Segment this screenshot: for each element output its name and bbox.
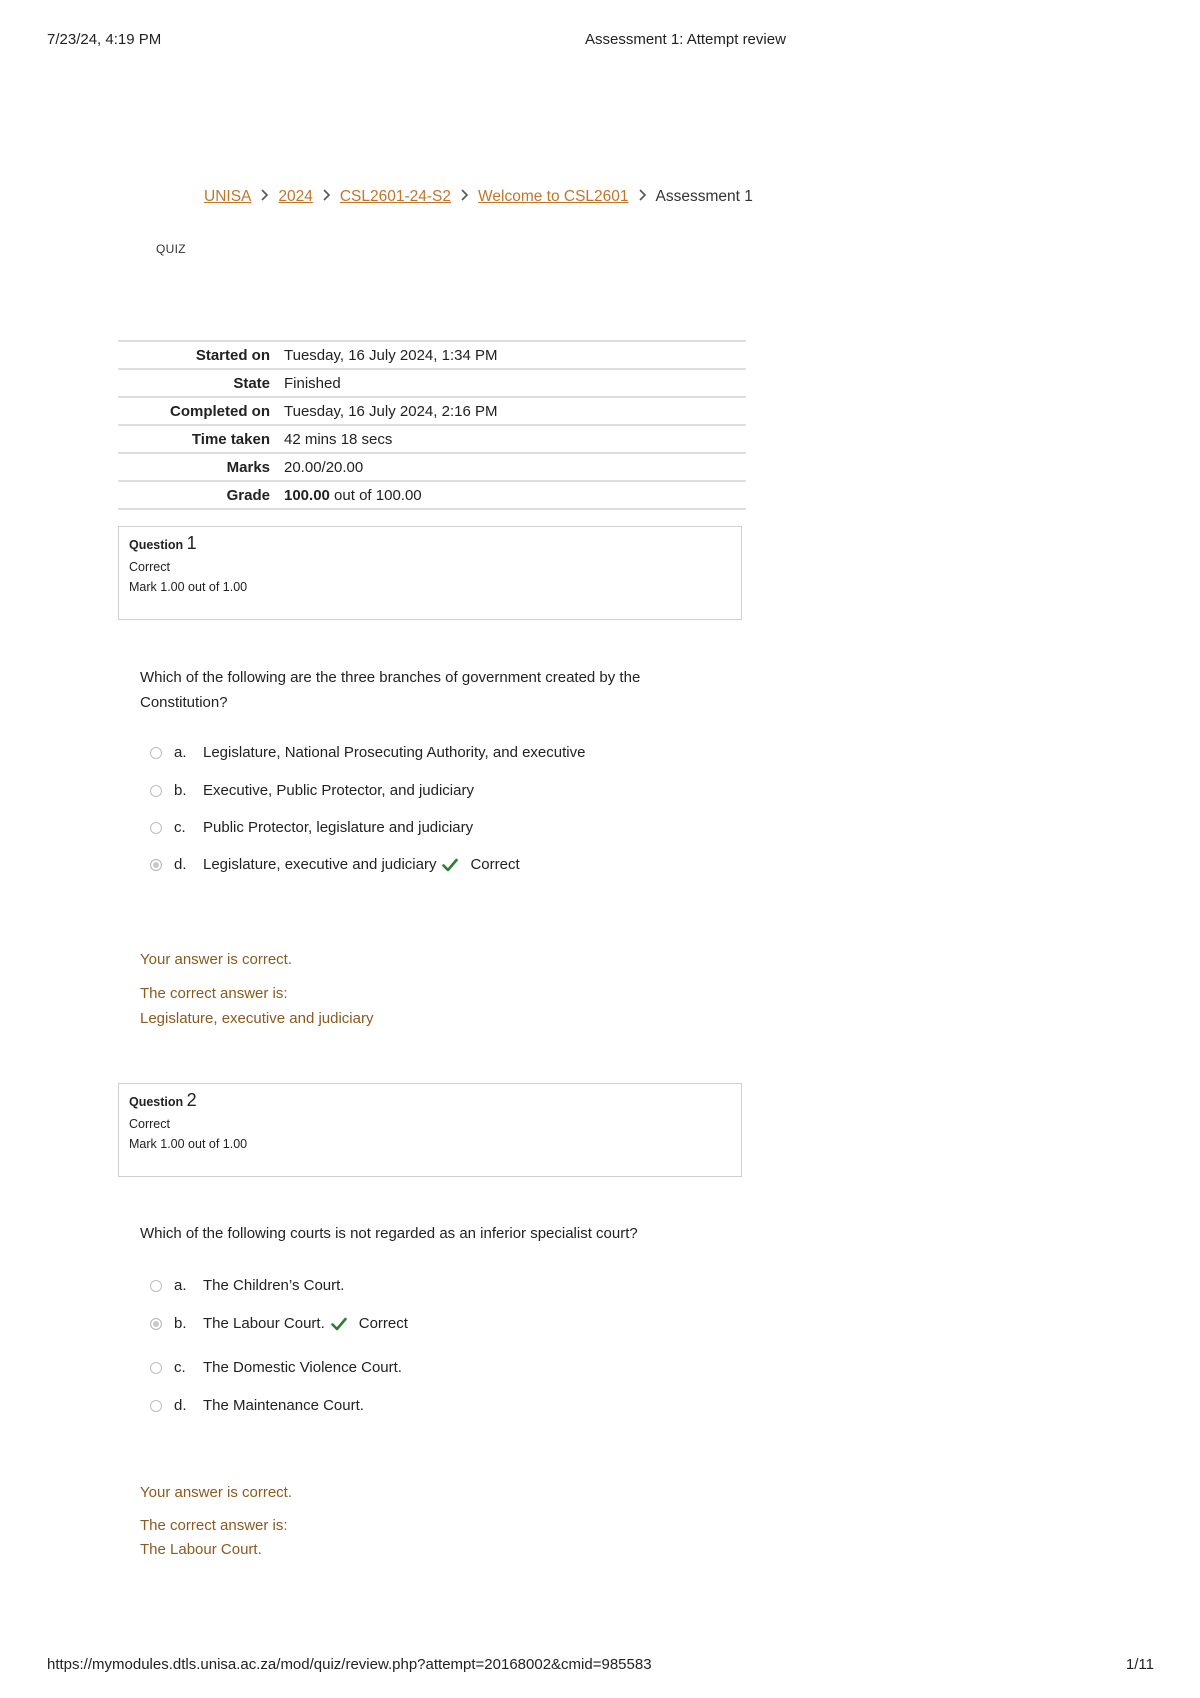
option-feedback: Correct bbox=[470, 856, 520, 873]
radio-button[interactable] bbox=[150, 822, 162, 834]
radio-button[interactable] bbox=[150, 1400, 162, 1412]
summary-value: Tuesday, 16 July 2024, 2:16 PM bbox=[280, 397, 746, 425]
summary-row bbox=[118, 341, 746, 369]
summary-row bbox=[118, 425, 746, 453]
breadcrumb-link-section[interactable]: Welcome to CSL2601 bbox=[478, 188, 629, 205]
answer-option[interactable] bbox=[150, 819, 473, 836]
summary-label: State bbox=[118, 369, 280, 397]
breadcrumb-link-year[interactable]: 2024 bbox=[278, 188, 313, 205]
summary-value: 20.00/20.00 bbox=[280, 453, 746, 481]
summary-row bbox=[118, 369, 746, 397]
option-text: The Labour Court. bbox=[203, 1315, 325, 1332]
summary-row bbox=[118, 397, 746, 425]
answer-option[interactable] bbox=[150, 1359, 402, 1376]
summary-label: Completed on bbox=[118, 397, 280, 425]
option-letter: b. bbox=[174, 782, 187, 799]
summary-value: Finished bbox=[280, 369, 746, 397]
general-feedback: Your answer is correct. bbox=[140, 951, 293, 968]
question-info-box bbox=[118, 526, 742, 620]
option-text: Public Protector, legislature and judiciary bbox=[203, 819, 474, 836]
question-state: Correct bbox=[129, 1117, 170, 1131]
answer-option-selected[interactable] bbox=[150, 1315, 408, 1332]
breadcrumb-link-unisa[interactable]: UNISA bbox=[204, 188, 252, 205]
summary-value bbox=[280, 481, 746, 509]
print-page-number: 1/11 bbox=[1125, 1656, 1154, 1673]
option-text: Legislature, National Prosecuting Authority, and executive bbox=[203, 744, 586, 761]
breadcrumb-current: Assessment 1 bbox=[655, 188, 753, 205]
summary-value: 42 mins 18 secs bbox=[280, 425, 746, 453]
radio-button-checked[interactable] bbox=[150, 859, 162, 871]
option-text: Executive, Public Protector, and judiciary bbox=[203, 782, 474, 799]
radio-button[interactable] bbox=[150, 1280, 162, 1292]
option-letter: c. bbox=[174, 1359, 186, 1376]
general-feedback: Your answer is correct. bbox=[140, 1484, 293, 1501]
correct-answer-text: The Labour Court. bbox=[140, 1541, 262, 1558]
question-number: 2 bbox=[186, 1090, 197, 1110]
chevron-right-icon bbox=[460, 188, 469, 206]
option-text: Legislature, executive and judiciary bbox=[203, 856, 437, 873]
answer-option-selected[interactable] bbox=[150, 856, 520, 873]
correct-answer-label: The correct answer is: bbox=[140, 1517, 288, 1534]
chevron-right-icon bbox=[260, 188, 269, 206]
print-datetime: 7/23/24, 4:19 PM bbox=[47, 31, 162, 48]
answer-option[interactable] bbox=[150, 744, 585, 761]
chevron-right-icon bbox=[638, 188, 647, 206]
option-letter: b. bbox=[174, 1315, 187, 1332]
question-text: Which of the following courts is not regarded as an inferior specialist court? bbox=[140, 1225, 638, 1242]
question-info-box bbox=[118, 1083, 742, 1177]
question-mark: Mark 1.00 out of 1.00 bbox=[129, 1137, 248, 1151]
correct-answer-label: The correct answer is: bbox=[140, 985, 288, 1002]
breadcrumb bbox=[204, 188, 753, 206]
option-feedback: Correct bbox=[358, 1315, 408, 1332]
activity-type-label: QUIZ bbox=[156, 242, 186, 256]
chevron-right-icon bbox=[322, 188, 331, 206]
check-icon bbox=[331, 1317, 347, 1331]
option-letter: c. bbox=[174, 819, 186, 836]
radio-button[interactable] bbox=[150, 785, 162, 797]
summary-label: Grade bbox=[118, 481, 280, 509]
breadcrumb-link-course[interactable]: CSL2601-24-S2 bbox=[339, 188, 452, 205]
question-mark: Mark 1.00 out of 1.00 bbox=[129, 580, 248, 594]
question-text: Which of the following are the three branches of government created by the Constitution? bbox=[140, 669, 641, 711]
question-number: 1 bbox=[186, 533, 197, 553]
option-text: The Children’s Court. bbox=[203, 1277, 345, 1294]
print-page-title: Assessment 1: Attempt review bbox=[585, 31, 786, 48]
option-letter: d. bbox=[174, 856, 187, 873]
question-state: Correct bbox=[129, 560, 170, 574]
option-letter: a. bbox=[174, 1277, 187, 1294]
correct-answer-text: Legislature, executive and judiciary bbox=[140, 1010, 374, 1027]
option-text: The Domestic Violence Court. bbox=[203, 1359, 402, 1376]
summary-label: Started on bbox=[118, 341, 280, 369]
radio-button[interactable] bbox=[150, 1362, 162, 1374]
answer-option[interactable] bbox=[150, 782, 474, 799]
answer-option[interactable] bbox=[150, 1397, 364, 1414]
check-icon bbox=[442, 858, 458, 872]
print-url: https://mymodules.dtls.unisa.ac.za/mod/quiz/review.php?attempt=20168002&cmid=985583 bbox=[47, 1656, 652, 1673]
summary-label: Time taken bbox=[118, 425, 280, 453]
question-label: Question bbox=[129, 538, 184, 552]
radio-button-checked[interactable] bbox=[150, 1318, 162, 1330]
option-letter: d. bbox=[174, 1397, 187, 1414]
option-text: The Maintenance Court. bbox=[203, 1397, 364, 1414]
answer-option[interactable] bbox=[150, 1277, 344, 1294]
grade-out-of: out of 100.00 bbox=[329, 486, 422, 504]
summary-row bbox=[118, 453, 746, 481]
radio-button[interactable] bbox=[150, 747, 162, 759]
summary-value: Tuesday, 16 July 2024, 1:34 PM bbox=[280, 341, 746, 369]
attempt-summary-table bbox=[118, 340, 746, 510]
option-letter: a. bbox=[174, 744, 187, 761]
summary-label: Marks bbox=[118, 453, 280, 481]
summary-row bbox=[118, 481, 746, 509]
grade-value: 100.00 bbox=[284, 486, 330, 504]
question-label: Question bbox=[129, 1095, 184, 1109]
